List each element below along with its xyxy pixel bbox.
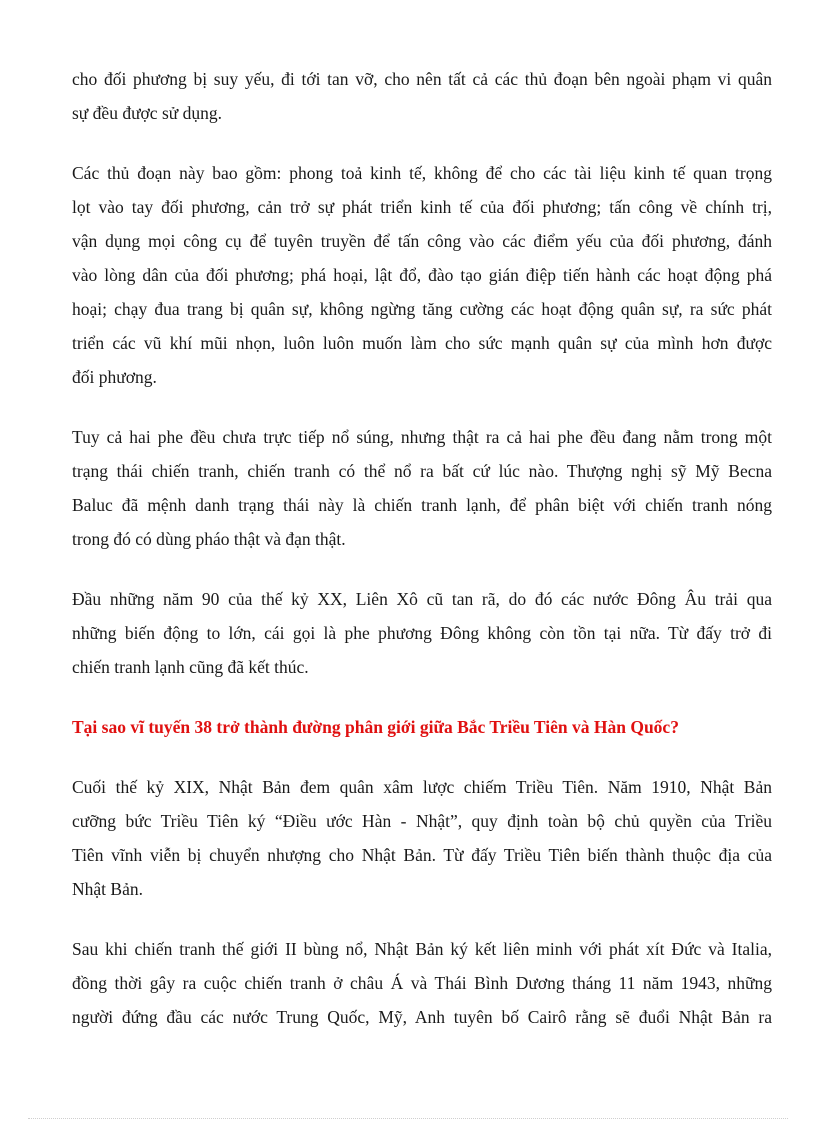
text-line: đồng thời gây ra cuộc chiến tranh ở châu Á và Thái Bình Dương tháng 11 năm 1943, những bbox=[72, 973, 772, 993]
paragraph-2 bbox=[72, 156, 772, 394]
section-heading: Tại sao vĩ tuyến 38 trở thành đường phân giới giữa Bắc Triều Tiên và Hàn Quốc? bbox=[72, 717, 679, 737]
text-line: đối phương. bbox=[72, 367, 157, 387]
text-line: triển các vũ khí mũi nhọn, luôn luôn muốn làm cho sức mạnh quân sự của mình hơn được bbox=[72, 333, 772, 353]
paragraph-5 bbox=[72, 770, 772, 906]
text-line: lọt vào tay đối phương, cản trở sự phát triển kinh tế của đối phương; tấn công về chính trị, bbox=[72, 197, 772, 217]
text-line: chiến tranh lạnh cũng đã kết thúc. bbox=[72, 657, 309, 677]
text-line: hoại; chạy đua trang bị quân sự, không ngừng tăng cường các hoạt động quân sự, ra sức phát bbox=[72, 299, 772, 319]
paragraph-4 bbox=[72, 582, 772, 684]
text-line: Đầu những năm 90 của thế kỷ XX, Liên Xô cũ tan rã, do đó các nước Đông Âu trải qua bbox=[72, 589, 772, 609]
text-line: vào lòng dân của đối phương; phá hoại, lật đổ, đào tạo gián điệp tiến hành các hoạt động phá bbox=[72, 265, 772, 285]
paragraph-3 bbox=[72, 420, 772, 556]
paragraph-1 bbox=[72, 62, 772, 130]
text-line: người đứng đầu các nước Trung Quốc, Mỹ, Anh tuyên bố Cairô rằng sẽ đuổi Nhật Bản ra bbox=[72, 1007, 772, 1027]
text-line: Các thủ đoạn này bao gồm: phong toả kinh tế, không để cho các tài liệu kinh tế quan trọng bbox=[72, 163, 772, 183]
text-line: sự đều được sử dụng. bbox=[72, 103, 222, 123]
text-line: Nhật Bản. bbox=[72, 879, 143, 899]
text-line: Sau khi chiến tranh thế giới II bùng nổ, Nhật Bản ký kết liên minh với phát xít Đức và Italia, bbox=[72, 939, 772, 959]
text-line: trạng thái chiến tranh, chiến tranh có thể nổ ra bất cứ lúc nào. Thượng nghị sỹ Mỹ Becna bbox=[72, 461, 772, 481]
text-line: Tiên vĩnh viễn bị chuyển nhượng cho Nhật Bản. Từ đấy Triều Tiên biến thành thuộc địa của bbox=[72, 845, 772, 865]
text-line: vận dụng mọi công cụ để tuyên truyền để tấn công vào các điểm yếu của đối phương, đánh bbox=[72, 231, 772, 251]
text-line: trong đó có dùng pháo thật và đạn thật. bbox=[72, 529, 346, 549]
text-line: Baluc đã mệnh danh trạng thái này là chiến tranh lạnh, để phân biệt với chiến tranh nóng bbox=[72, 495, 772, 515]
text-line: cưỡng bức Triều Tiên ký “Điều ước Hàn - Nhật”, quy định toàn bộ chủ quyền của Triều bbox=[72, 811, 772, 831]
document-body bbox=[72, 62, 772, 1060]
text-line: Tuy cả hai phe đều chưa trực tiếp nổ súng, nhưng thật ra cả hai phe đều đang nằm trong một bbox=[72, 427, 772, 447]
text-line: cho đối phương bị suy yếu, đi tới tan vỡ, cho nên tất cả các thủ đoạn bên ngoài phạm vi quân bbox=[72, 69, 772, 89]
text-line: những biến động to lớn, cái gọi là phe phương Đông không còn tồn tại nữa. Từ đấy trở đi bbox=[72, 623, 772, 643]
page-bottom-divider bbox=[28, 1118, 788, 1119]
text-line: Cuối thế kỷ XIX, Nhật Bản đem quân xâm lược chiếm Triều Tiên. Năm 1910, Nhật Bản bbox=[72, 777, 772, 797]
paragraph-6 bbox=[72, 932, 772, 1034]
